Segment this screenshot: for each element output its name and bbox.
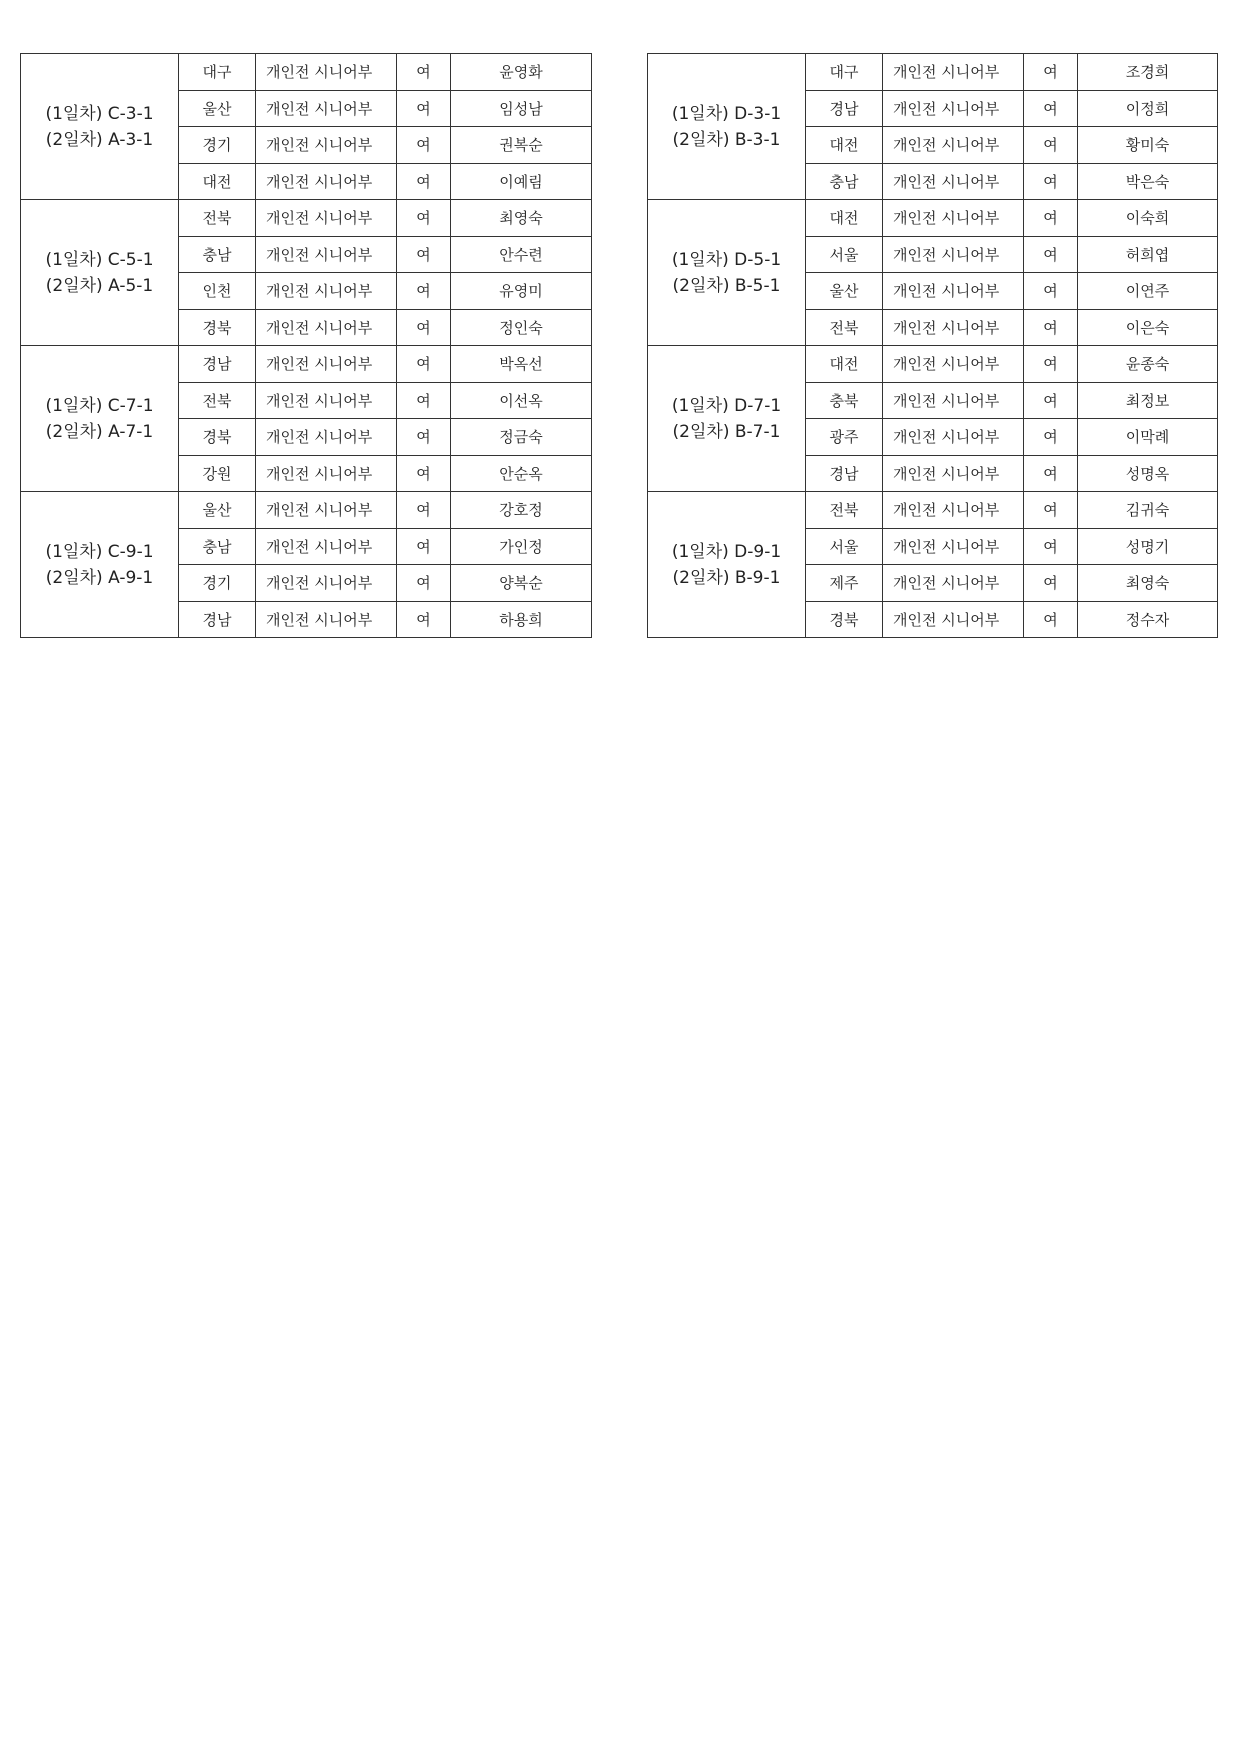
- gender-cell: 여: [1024, 309, 1078, 346]
- region-cell: 경북: [806, 601, 883, 638]
- gender-cell: 여: [397, 601, 451, 638]
- gender-cell: 여: [397, 163, 451, 200]
- group-day2-code: (2일차) B-3-1: [672, 129, 781, 150]
- region-cell: 강원: [179, 455, 256, 492]
- gender-cell: 여: [1024, 127, 1078, 164]
- event-cell: 개인전 시니어부: [883, 163, 1024, 200]
- group-day1-code: (1일차) D-7-1: [671, 395, 782, 416]
- region-cell: 경북: [179, 419, 256, 456]
- name-cell: 성명기: [1078, 528, 1218, 565]
- name-cell: 박옥선: [451, 346, 592, 383]
- event-cell: 개인전 시니어부: [883, 236, 1024, 273]
- event-cell: 개인전 시니어부: [883, 419, 1024, 456]
- gender-cell: 여: [397, 346, 451, 383]
- gender-cell: 여: [1024, 492, 1078, 529]
- region-cell: 충북: [806, 382, 883, 419]
- name-cell: 유영미: [451, 273, 592, 310]
- name-cell: 임성남: [451, 90, 592, 127]
- table-row: [21, 54, 592, 91]
- table-row: [648, 492, 1218, 529]
- region-cell: 충남: [806, 163, 883, 200]
- event-cell: 개인전 시니어부: [256, 90, 397, 127]
- name-cell: 이연주: [1078, 273, 1218, 310]
- region-cell: 경기: [179, 565, 256, 602]
- gender-cell: 여: [1024, 236, 1078, 273]
- gender-cell: 여: [397, 492, 451, 529]
- event-cell: 개인전 시니어부: [883, 346, 1024, 383]
- name-cell: 박은숙: [1078, 163, 1218, 200]
- group-day2-code: (2일차) B-5-1: [672, 275, 781, 296]
- group-day1-code: (1일차) D-5-1: [671, 249, 782, 270]
- event-cell: 개인전 시니어부: [256, 492, 397, 529]
- event-cell: 개인전 시니어부: [256, 528, 397, 565]
- group-day2-code: (2일차) B-7-1: [672, 421, 781, 442]
- event-cell: 개인전 시니어부: [256, 127, 397, 164]
- gender-cell: 여: [1024, 382, 1078, 419]
- bracket-table-left: [20, 53, 592, 638]
- event-cell: 개인전 시니어부: [256, 54, 397, 91]
- region-cell: 충남: [179, 236, 256, 273]
- event-cell: 개인전 시니어부: [883, 565, 1024, 602]
- name-cell: 허희엽: [1078, 236, 1218, 273]
- table-body: [648, 54, 1218, 638]
- group-label: [21, 200, 179, 346]
- event-cell: 개인전 시니어부: [883, 54, 1024, 91]
- region-cell: 울산: [179, 90, 256, 127]
- event-cell: 개인전 시니어부: [883, 528, 1024, 565]
- name-cell: 권복순: [451, 127, 592, 164]
- gender-cell: 여: [397, 419, 451, 456]
- group-label: [648, 492, 806, 638]
- gender-cell: 여: [397, 200, 451, 237]
- region-cell: 대구: [179, 54, 256, 91]
- event-cell: 개인전 시니어부: [883, 309, 1024, 346]
- group-day1-code: (1일차) D-9-1: [671, 541, 782, 562]
- group-label: [21, 346, 179, 492]
- gender-cell: 여: [397, 455, 451, 492]
- event-cell: 개인전 시니어부: [256, 273, 397, 310]
- event-cell: 개인전 시니어부: [256, 236, 397, 273]
- name-cell: 이숙희: [1078, 200, 1218, 237]
- name-cell: 가인정: [451, 528, 592, 565]
- gender-cell: 여: [1024, 601, 1078, 638]
- gender-cell: 여: [397, 127, 451, 164]
- table-row: [21, 200, 592, 237]
- region-cell: 충남: [179, 528, 256, 565]
- gender-cell: 여: [397, 382, 451, 419]
- gender-cell: 여: [1024, 346, 1078, 383]
- region-cell: 경기: [179, 127, 256, 164]
- table-row: [21, 346, 592, 383]
- event-cell: 개인전 시니어부: [256, 419, 397, 456]
- name-cell: 김귀숙: [1078, 492, 1218, 529]
- name-cell: 최영숙: [1078, 565, 1218, 602]
- name-cell: 양복순: [451, 565, 592, 602]
- gender-cell: 여: [1024, 54, 1078, 91]
- gender-cell: 여: [1024, 200, 1078, 237]
- region-cell: 전북: [806, 492, 883, 529]
- region-cell: 울산: [806, 273, 883, 310]
- gender-cell: 여: [1024, 163, 1078, 200]
- event-cell: 개인전 시니어부: [883, 90, 1024, 127]
- gender-cell: 여: [1024, 455, 1078, 492]
- gender-cell: 여: [397, 528, 451, 565]
- table-row: [648, 346, 1218, 383]
- gender-cell: 여: [1024, 90, 1078, 127]
- name-cell: 안수련: [451, 236, 592, 273]
- region-cell: 대구: [806, 54, 883, 91]
- event-cell: 개인전 시니어부: [883, 455, 1024, 492]
- region-cell: 전북: [806, 309, 883, 346]
- region-cell: 전북: [179, 200, 256, 237]
- table-row: [648, 54, 1218, 91]
- name-cell: 이정희: [1078, 90, 1218, 127]
- name-cell: 최영숙: [451, 200, 592, 237]
- gender-cell: 여: [1024, 528, 1078, 565]
- group-day1-code: (1일차) C-5-1: [45, 249, 154, 270]
- event-cell: 개인전 시니어부: [883, 492, 1024, 529]
- group-day2-code: (2일차) B-9-1: [672, 567, 781, 588]
- gender-cell: 여: [397, 90, 451, 127]
- name-cell: 강호정: [451, 492, 592, 529]
- region-cell: 경남: [179, 346, 256, 383]
- event-cell: 개인전 시니어부: [883, 127, 1024, 164]
- region-cell: 제주: [806, 565, 883, 602]
- event-cell: 개인전 시니어부: [256, 163, 397, 200]
- event-cell: 개인전 시니어부: [256, 309, 397, 346]
- region-cell: 경남: [806, 90, 883, 127]
- region-cell: 광주: [806, 419, 883, 456]
- event-cell: 개인전 시니어부: [883, 382, 1024, 419]
- event-cell: 개인전 시니어부: [256, 382, 397, 419]
- name-cell: 윤영화: [451, 54, 592, 91]
- gender-cell: 여: [397, 236, 451, 273]
- gender-cell: 여: [1024, 565, 1078, 602]
- group-label: [21, 54, 179, 200]
- group-day2-code: (2일차) A-3-1: [45, 129, 154, 150]
- table-body: [21, 54, 592, 638]
- name-cell: 이예림: [451, 163, 592, 200]
- group-day2-code: (2일차) A-7-1: [45, 421, 154, 442]
- event-cell: 개인전 시니어부: [256, 565, 397, 602]
- region-cell: 서울: [806, 528, 883, 565]
- name-cell: 성명옥: [1078, 455, 1218, 492]
- event-cell: 개인전 시니어부: [883, 273, 1024, 310]
- region-cell: 경남: [806, 455, 883, 492]
- name-cell: 황미숙: [1078, 127, 1218, 164]
- region-cell: 인천: [179, 273, 256, 310]
- name-cell: 조경희: [1078, 54, 1218, 91]
- gender-cell: 여: [397, 309, 451, 346]
- group-day1-code: (1일차) C-7-1: [45, 395, 154, 416]
- gender-cell: 여: [397, 565, 451, 602]
- region-cell: 울산: [179, 492, 256, 529]
- name-cell: 이막례: [1078, 419, 1218, 456]
- event-cell: 개인전 시니어부: [883, 200, 1024, 237]
- name-cell: 정인숙: [451, 309, 592, 346]
- region-cell: 대전: [179, 163, 256, 200]
- event-cell: 개인전 시니어부: [256, 346, 397, 383]
- group-day2-code: (2일차) A-9-1: [45, 567, 154, 588]
- group-day1-code: (1일차) D-3-1: [671, 103, 782, 124]
- region-cell: 서울: [806, 236, 883, 273]
- group-label: [648, 200, 806, 346]
- event-cell: 개인전 시니어부: [256, 200, 397, 237]
- region-cell: 전북: [179, 382, 256, 419]
- region-cell: 경북: [179, 309, 256, 346]
- event-cell: 개인전 시니어부: [256, 455, 397, 492]
- name-cell: 안순옥: [451, 455, 592, 492]
- event-cell: 개인전 시니어부: [256, 601, 397, 638]
- name-cell: 정수자: [1078, 601, 1218, 638]
- gender-cell: 여: [1024, 419, 1078, 456]
- event-cell: 개인전 시니어부: [883, 601, 1024, 638]
- group-day1-code: (1일차) C-9-1: [45, 541, 154, 562]
- name-cell: 하용희: [451, 601, 592, 638]
- bracket-table-right: [647, 53, 1218, 638]
- name-cell: 이선옥: [451, 382, 592, 419]
- gender-cell: 여: [397, 54, 451, 91]
- gender-cell: 여: [1024, 273, 1078, 310]
- gender-cell: 여: [397, 273, 451, 310]
- region-cell: 대전: [806, 127, 883, 164]
- name-cell: 윤종숙: [1078, 346, 1218, 383]
- group-label: [648, 346, 806, 492]
- table-row: [648, 200, 1218, 237]
- region-cell: 경남: [179, 601, 256, 638]
- group-label: [648, 54, 806, 200]
- region-cell: 대전: [806, 346, 883, 383]
- group-day1-code: (1일차) C-3-1: [45, 103, 154, 124]
- name-cell: 최정보: [1078, 382, 1218, 419]
- name-cell: 이은숙: [1078, 309, 1218, 346]
- group-day2-code: (2일차) A-5-1: [45, 275, 154, 296]
- group-label: [21, 492, 179, 638]
- name-cell: 정금숙: [451, 419, 592, 456]
- region-cell: 대전: [806, 200, 883, 237]
- table-row: [21, 492, 592, 529]
